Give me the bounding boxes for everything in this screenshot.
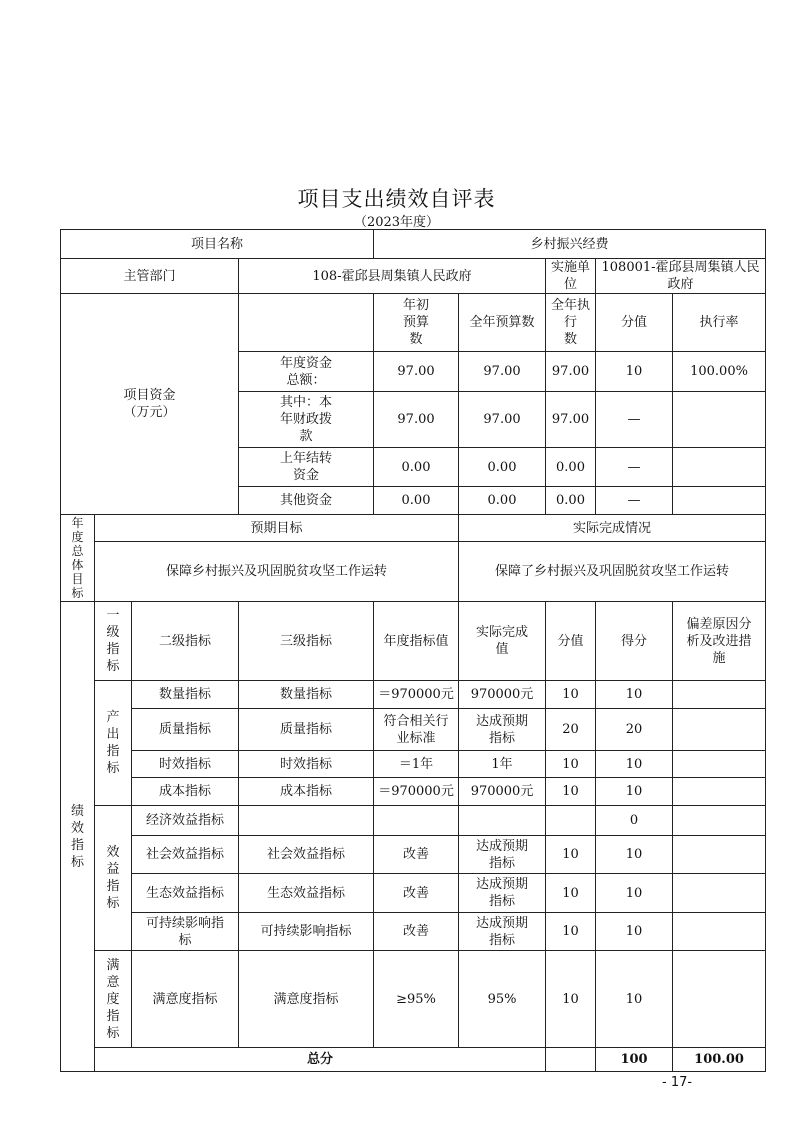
funds-rate: [673, 448, 766, 487]
score-value-cell: 10: [546, 751, 596, 778]
score-value-cell: 10: [546, 874, 596, 913]
funds-score-value: —: [596, 487, 673, 515]
score-value-cell: 10: [546, 778, 596, 806]
score-header: 得分: [596, 602, 673, 681]
funds-executed: 0.00: [546, 448, 596, 487]
level3-cell: 数量指标: [239, 681, 374, 709]
funds-header-executed: 全年执行 数: [546, 294, 596, 352]
actual-cell: 达成预期 指标: [459, 913, 546, 951]
actual-goal-header: 实际完成情况: [459, 515, 766, 542]
total-actual-blank: [546, 1048, 596, 1072]
reason-cell: [673, 778, 766, 806]
department-row: [61, 259, 766, 294]
score-value-cell: 10: [546, 951, 596, 1048]
level2-cell: 成本指标: [132, 778, 239, 806]
level2-cell: 可持续影响指 标: [132, 913, 239, 951]
target-cell: ＝970000元: [374, 778, 459, 806]
funds-annual: 0.00: [459, 448, 546, 487]
level3-cell: 生态效益指标: [239, 874, 374, 913]
indicator-row: [61, 951, 766, 1048]
indicator-row: [61, 778, 766, 806]
score-cell: 10: [596, 778, 673, 806]
expected-goal: 保障乡村振兴及巩固脱贫攻坚工作运转: [95, 542, 459, 602]
annual-goals-label: 年 度 总 体 目 标: [61, 515, 95, 602]
funds-executed: 97.00: [546, 352, 596, 392]
actual-cell: 970000元: [459, 778, 546, 806]
page-title: 项目支出绩效自评表: [297, 187, 496, 211]
funds-header-annual: 全年预算数: [459, 294, 546, 352]
actual-cell: [459, 806, 546, 836]
reason-cell: [673, 836, 766, 874]
actual-goal: 保障了乡村振兴及巩固脱贫攻坚工作运转: [459, 542, 766, 602]
score-value-cell: 10: [546, 913, 596, 951]
funds-annual: 97.00: [459, 352, 546, 392]
level3-cell: 质量指标: [239, 709, 374, 751]
score-value-cell: 20: [546, 709, 596, 751]
level3-header: 三级指标: [239, 602, 374, 681]
department-label: 主管部门: [61, 259, 239, 294]
score-value-header: 分值: [546, 602, 596, 681]
funds-row-label: 年度资金 总额：: [239, 352, 374, 392]
implementing-unit-value: 108001-霍邱县周集镇人民政府: [596, 259, 766, 294]
department-value: 108-霍邱县周集镇人民政府: [239, 259, 546, 294]
performance-table: [60, 229, 766, 1072]
score-value-cell: 10: [546, 836, 596, 874]
score-value-cell: 10: [546, 681, 596, 709]
level2-cell: 满意度指标: [132, 951, 239, 1048]
funds-executed: 97.00: [546, 392, 596, 448]
score-cell: 0: [596, 806, 673, 836]
funds-header-initial: 年初 预算 数: [374, 294, 459, 352]
funds-row-label: 上年结转 资金: [239, 448, 374, 487]
project-name-value: 乡村振兴经费: [374, 230, 766, 259]
actual-header: 实际完成 值: [459, 602, 546, 681]
funds-executed: 0.00: [546, 487, 596, 515]
funds-annual: 0.00: [459, 487, 546, 515]
indicator-row: [61, 836, 766, 874]
level3-cell: [239, 806, 374, 836]
level3-cell: 时效指标: [239, 751, 374, 778]
score-cell: 10: [596, 751, 673, 778]
indicator-row: [61, 709, 766, 751]
funds-score-value: 10: [596, 352, 673, 392]
performance-indicators-label: 绩 效 指 标: [61, 602, 95, 1072]
target-cell: [374, 806, 459, 836]
funds-annual: 97.00: [459, 392, 546, 448]
level3-cell: 满意度指标: [239, 951, 374, 1048]
page-number: - 17-: [662, 1075, 693, 1090]
funds-header-rate: 执行率: [673, 294, 766, 352]
goals-row: [61, 542, 766, 602]
level2-cell: 社会效益指标: [132, 836, 239, 874]
indicator-row: [61, 806, 766, 836]
funds-row-label: 其他资金: [239, 487, 374, 515]
funds-rate: 100.00%: [673, 352, 766, 392]
indicator-header-row: [61, 602, 766, 681]
level2-cell: 时效指标: [132, 751, 239, 778]
target-cell: ＝1年: [374, 751, 459, 778]
output-indicators-label: 产 出 指 标: [95, 681, 132, 806]
implementing-unit-label: 实施单位: [546, 259, 596, 294]
target-cell: 改善: [374, 913, 459, 951]
score-cell: 10: [596, 913, 673, 951]
reason-header: 偏差原因分 析及改进措 施: [673, 602, 766, 681]
reason-cell: [673, 951, 766, 1048]
level1-header: 一 级 指 标: [95, 602, 132, 681]
goals-header-row: [61, 515, 766, 542]
score-cell: 10: [596, 836, 673, 874]
level3-cell: 社会效益指标: [239, 836, 374, 874]
reason-cell: [673, 751, 766, 778]
target-cell: ≥95%: [374, 951, 459, 1048]
level3-cell: 成本指标: [239, 778, 374, 806]
funds-initial: 0.00: [374, 487, 459, 515]
indicator-row: [61, 681, 766, 709]
reason-cell: [673, 681, 766, 709]
funds-score-value: —: [596, 448, 673, 487]
project-name-label: 项目名称: [61, 230, 374, 259]
funds-header-row: [61, 294, 766, 352]
funds-label: 项目资金 （万元）: [61, 294, 239, 515]
actual-cell: 达成预期 指标: [459, 709, 546, 751]
reason-cell: [673, 709, 766, 751]
funds-header-score-value: 分值: [596, 294, 673, 352]
funds-initial: 97.00: [374, 352, 459, 392]
level2-cell: 数量指标: [132, 681, 239, 709]
target-cell: 符合相关行 业标准: [374, 709, 459, 751]
reason-cell: [673, 806, 766, 836]
level2-cell: 经济效益指标: [132, 806, 239, 836]
reason-cell: [673, 874, 766, 913]
score-value-cell: [546, 806, 596, 836]
target-cell: 改善: [374, 836, 459, 874]
indicator-row: [61, 751, 766, 778]
indicator-row: [61, 913, 766, 951]
actual-cell: 1年: [459, 751, 546, 778]
total-score-value: 100: [596, 1048, 673, 1072]
score-cell: 20: [596, 709, 673, 751]
benefit-indicators-label: 效 益 指 标: [95, 806, 132, 951]
total-row: [61, 1048, 766, 1072]
target-header: 年度指标值: [374, 602, 459, 681]
actual-cell: 达成预期 指标: [459, 874, 546, 913]
reason-cell: [673, 913, 766, 951]
score-cell: 10: [596, 951, 673, 1048]
level2-header: 二级指标: [132, 602, 239, 681]
actual-cell: 达成预期 指标: [459, 836, 546, 874]
funds-row-label: 其中：本 年财政拨 款: [239, 392, 374, 448]
actual-cell: 95%: [459, 951, 546, 1048]
target-cell: ＝970000元: [374, 681, 459, 709]
project-name-row: [61, 230, 766, 259]
funds-initial: 97.00: [374, 392, 459, 448]
total-label: 总分: [95, 1048, 546, 1072]
page-subtitle: （2023年度）: [353, 215, 440, 230]
funds-rate: [673, 487, 766, 515]
funds-header-blank: [239, 294, 374, 352]
level3-cell: 可持续影响指标: [239, 913, 374, 951]
target-cell: 改善: [374, 874, 459, 913]
funds-initial: 0.00: [374, 448, 459, 487]
funds-rate: [673, 392, 766, 448]
level2-cell: 生态效益指标: [132, 874, 239, 913]
level2-cell: 质量指标: [132, 709, 239, 751]
indicator-row: [61, 874, 766, 913]
expected-goal-header: 预期目标: [95, 515, 459, 542]
score-cell: 10: [596, 681, 673, 709]
funds-score-value: —: [596, 392, 673, 448]
total-score: 100.00: [673, 1048, 766, 1072]
satisfaction-indicators-label: 满 意 度 指 标: [95, 951, 132, 1048]
actual-cell: 970000元: [459, 681, 546, 709]
score-cell: 10: [596, 874, 673, 913]
